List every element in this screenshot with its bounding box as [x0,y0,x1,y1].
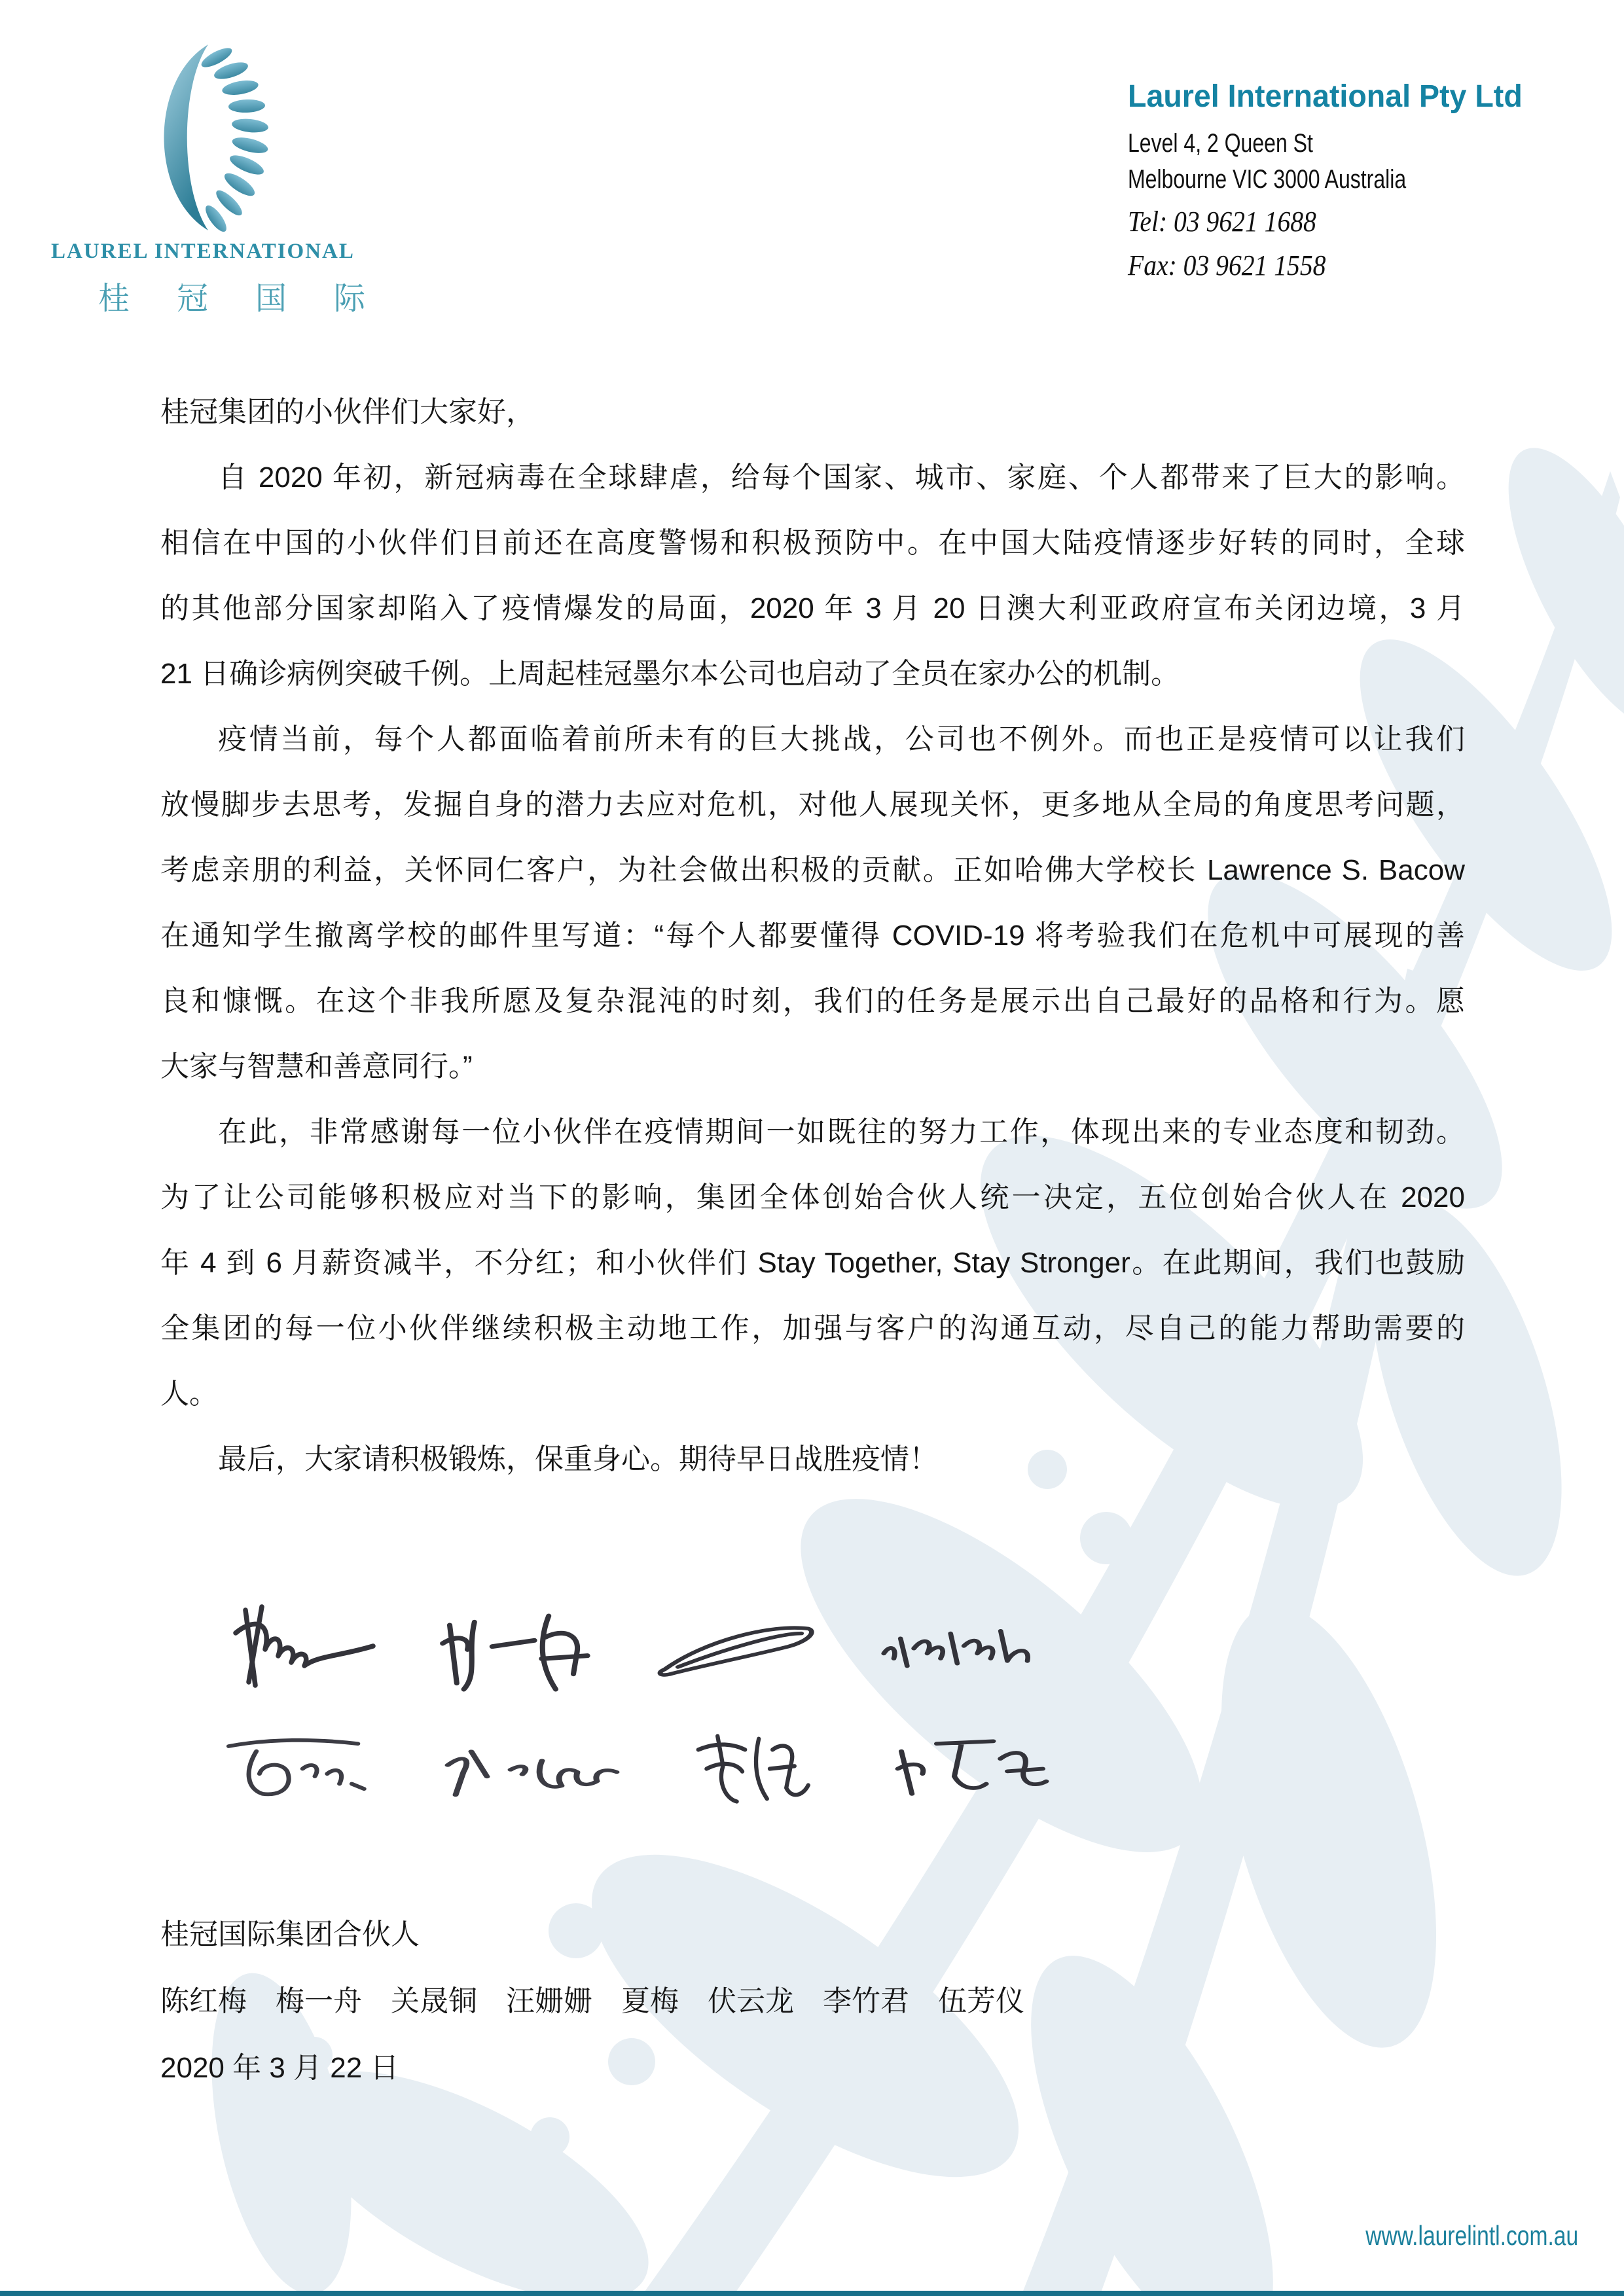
letter-date: 2020 年 3 月 22 日 [160,2052,399,2084]
website-link[interactable]: www.laurelintl.com.au [1365,2220,1578,2251]
letter-line: 最后，大家请积极锻炼，保重身心。期待早日战胜疫情！ [218,1443,938,1475]
letter-line: 年 4 到 6 月薪资减半，不分红；和小伙伴们 Stay Together, Stay Stronger。在此期间，我们也鼓励 [160,1247,1465,1279]
partner-signature-6 [432,1738,628,1806]
letter-line: 相信在中国的小伙伴们目前还在高度警惕和积极预防中。在中国大陆疫情逐步好转的同时，全球 [160,527,1465,559]
partner-names: 陈红梅 梅一舟 关晟铜 汪姗姗 夏梅 伏云龙 李竹君 伍芳仪 [160,1985,1024,2017]
contact-block [1128,79,1612,282]
letter-line: 考虑亲朋的利益，关怀同仁客户，为社会做出积极的贡献。正如哈佛大学校长 Lawrence S. Bacow [160,854,1465,886]
partner-signature-8 [884,1731,1060,1806]
letter-line: 自 2020 年初，新冠病毒在全球肆虐，给每个国家、城市、家庭、个人都带来了巨大的影响。 [218,461,1465,493]
partner-signature-2 [432,1607,609,1698]
letter-line: 疫情当前，每个人都面临着前所未有的巨大挑战，公司也不例外。而也正是疫情可以让我们 [218,723,1465,755]
signoff-block [160,1901,1024,2102]
laurel-logo-icon [100,39,297,236]
letter-line: 21 日确诊病例突破千例。上周起桂冠墨尔本公司也启动了全员在家办公的机制。 [160,658,1180,690]
partner-signature-1 [223,1600,386,1698]
fax-number: Fax: 03 9621 1558 [1128,249,1326,281]
bottom-accent-bar [0,2291,1624,2296]
letter-body [160,380,1465,1492]
letter-line: 在通知学生撤离学校的邮件里写道：“每个人都要懂得 COVID-19 将考验我们在危机中可展现的善 [160,920,1465,952]
company-logo [51,39,413,318]
letter-line: 的其他部分国家却陷入了疫情爆发的局面，2020 年 3 月 20 日澳大利亚政府宣布关闭边境，3 月 [160,592,1465,624]
logo-wordmark: LAUREL INTERNATIONAL [51,240,355,263]
letter-line: 人。 [160,1378,218,1410]
letter-line: 良和慷慨。在这个非我所愿及复杂混沌的时刻，我们的任务是展示出自己最好的品格和行为。愿 [160,985,1465,1017]
address-line-2: Melbourne VIC 3000 Australia [1128,165,1407,194]
letter-line: 为了让公司能够积极应对当下的影响，集团全体创始合伙人统一决定，五位创始合伙人在 2020 [160,1181,1465,1213]
letter-line: 全集团的每一位小伙伴继续积极主动地工作，加强与客户的沟通互动，尽自己的能力帮助需要的 [160,1312,1465,1344]
partner-signature-7 [687,1728,825,1810]
company-name: Laurel International Pty Ltd [1128,79,1523,114]
logo-chinese-name: 桂冠国际 [98,281,413,316]
letter-line: 大家与智慧和善意同行。” [160,1050,473,1083]
letter-line: 在此，非常感谢每一位小伙伴在疫情期间一如既往的努力工作，体现出来的专业态度和韧劲。 [218,1116,1465,1148]
partner-signature-4 [877,1613,1044,1689]
partners-group-label: 桂冠国际集团合伙人 [160,1918,420,1950]
partner-signature-5 [223,1731,376,1806]
address-line-1: Level 4, 2 Queen St [1128,129,1313,158]
partner-signature-3 [655,1617,821,1689]
letter-line: 桂冠集团的小伙伴们大家好， [160,396,535,428]
tel-number: Tel: 03 9621 1688 [1128,206,1316,238]
letter-line: 放慢脚步去思考，发掘自身的潜力去应对危机，对他人展现关怀，更多地从全局的角度思考问题， [160,789,1465,821]
